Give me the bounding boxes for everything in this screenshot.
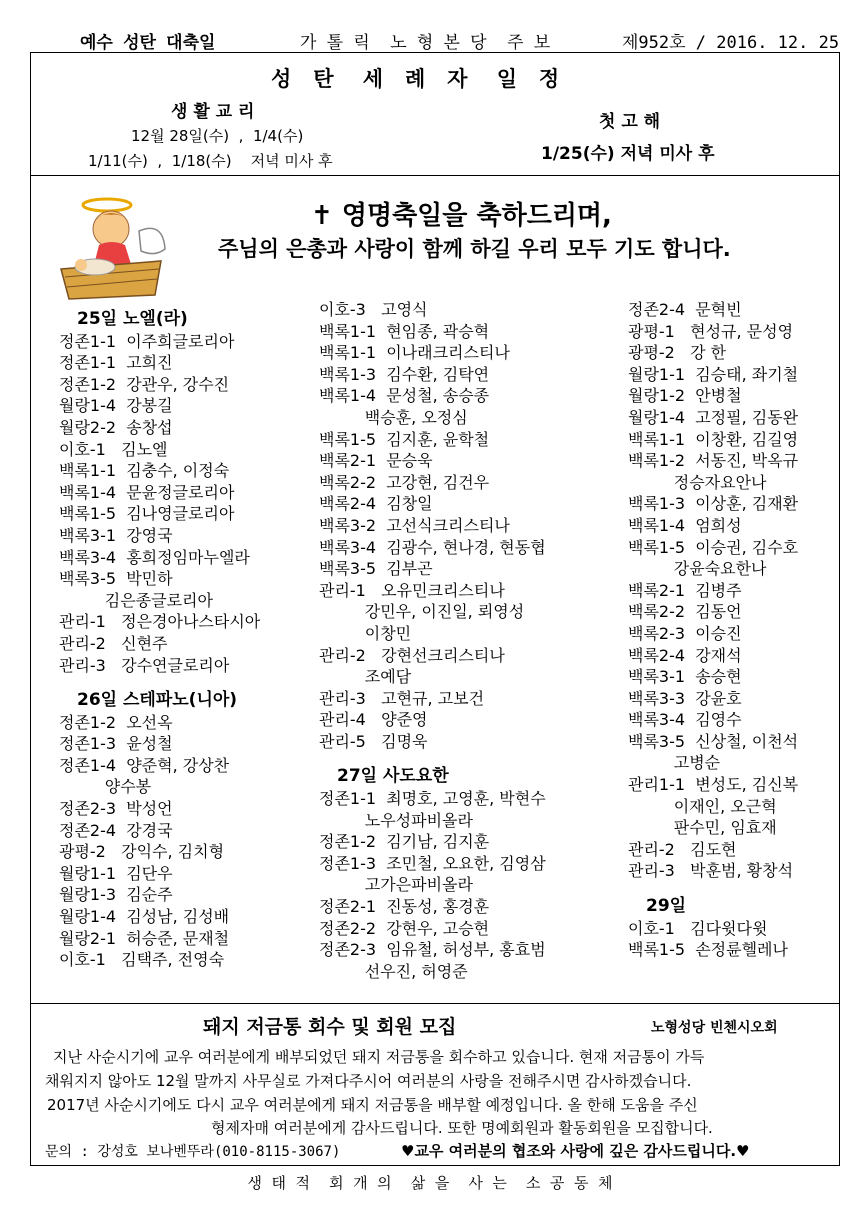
- nameday-entry: 백록3-5 박민하: [59, 569, 173, 589]
- feast-name: 예수 성탄 대축일: [80, 33, 216, 53]
- nameday-entry: 백록1-4 문성철, 송승종: [319, 386, 490, 406]
- nameday-entry: 월랑1-4 김성남, 김성배: [59, 907, 230, 927]
- nameday-entry: 이호-1 김다윗다윗: [628, 918, 768, 938]
- nameday-entry: 백록2-1 김병주: [628, 580, 742, 600]
- thanks-message: ♥교우 여러분의 협조와 사랑에 깊은 감사드립니다.♥: [401, 1142, 750, 1160]
- nameday-entry: 정존2-3 임유철, 허성부, 홍효범: [319, 940, 546, 960]
- nameday-entry: 백승훈, 오정심: [319, 407, 468, 427]
- nameday-entry: 관리-1 오유민크리스티나: [319, 580, 505, 600]
- notice-paragraph-2: 채워지지 않아도 12월 말까지 사무실로 가져다주시어 여러분의 사랑을 전해주시면 감사하겠습니다.: [45, 1072, 692, 1090]
- notice-paragraph-1: 지난 사순시기에 교우 여러분에게 배부되었던 돼지 저금통을 회수하고 있습니다. 현재 저금통이 가득: [53, 1048, 705, 1066]
- nameday-entry: 정존1-2 오선옥: [59, 712, 173, 732]
- nameday-entry: 백록2-2 김동언: [628, 602, 742, 622]
- nameday-entry: 고병순: [628, 753, 721, 773]
- nameday-entry: 백록3-1 송승현: [628, 667, 742, 687]
- nameday-entry: 백록3-4 김영수: [628, 710, 742, 730]
- nameday-entry: 백록1-5 이승권, 김수호: [628, 537, 799, 557]
- nameday-entry: 양수봉: [59, 777, 152, 797]
- nameday-entry: 관리-3 박훈범, 황창석: [628, 861, 794, 881]
- nameday-entry: 정존1-3 윤성철: [59, 734, 173, 754]
- nameday-entry: 백록3-3 강윤호: [628, 688, 742, 708]
- nameday-entry: 고가은파비올라: [319, 875, 473, 895]
- nameday-entry: 백록1-2 서동진, 박옥규: [628, 451, 799, 471]
- nameday-entry: 월랑1-4 고정필, 김동완: [628, 407, 799, 427]
- nameday-column-3: [628, 299, 838, 961]
- nameday-entry: 이호-1 김노엘: [59, 439, 168, 459]
- nameday-entry: 김은종글로리아: [59, 590, 213, 610]
- nameday-entry: 관리-2 김도현: [628, 839, 737, 859]
- feast-day-heading: 29일: [646, 896, 687, 917]
- nameday-entry: 백록2-2 고강현, 김건우: [319, 472, 490, 492]
- nameday-entry: 이호-3 고영식: [319, 300, 428, 319]
- nameday-entry: 정존2-4 강경국: [59, 820, 173, 840]
- nameday-entry: 강윤숙요한나: [628, 559, 767, 579]
- nameday-entry: 백록3-5 김부곤: [319, 559, 433, 579]
- nameday-entry: 백록3-4 홍희정임마누엘라: [59, 547, 250, 567]
- schedule-title: 성 탄 세 례 자 일 정: [271, 67, 560, 91]
- nameday-entry: 백록1-5 김나영글로리아: [59, 504, 235, 524]
- nameday-entry: 백록3-1 강영국: [59, 525, 173, 545]
- nameday-column-1: [59, 309, 309, 971]
- nameday-entry: 관리1-1 변성도, 김신복: [628, 775, 799, 795]
- notice-paragraph-3: 2017년 사순시기에도 다시 교우 여러분에게 돼지 저금통을 배부할 예정입니다. 올 한해 도움을 주신: [47, 1096, 698, 1114]
- bulletin-frame: [30, 52, 840, 1166]
- nameday-entry: 관리-2 신현주: [59, 633, 168, 653]
- nameday-entry: 광평-2 강익수, 김치형: [59, 842, 225, 862]
- notice-title: 돼지 저금통 회수 및 회원 모집: [203, 1016, 457, 1038]
- catechism-dates-2: 1/11(수) , 1/18(수) 저녁 미사 후: [88, 152, 333, 170]
- nameday-entry: 관리-3 강수연글로리아: [59, 655, 230, 675]
- feast-day-heading: 26일 스테파노(니아): [77, 690, 238, 711]
- nameday-entry: 정존1-2 김기남, 김지훈: [319, 832, 490, 852]
- nameday-entry: 노우성파비올라: [319, 810, 473, 830]
- catechism-dates-1: 12월 28일(수) , 1/4(수): [131, 127, 304, 145]
- bulletin-title: 가 톨 릭 노 형 본 당 주 보: [300, 33, 551, 53]
- nameday-entry: 관리-2 강현선크리스티나: [319, 645, 505, 665]
- nameday-entry: 판수민, 임효재: [628, 818, 777, 838]
- catechism-heading: 생 활 교 리: [171, 102, 255, 122]
- nameday-entry: 월랑1-3 김순주: [59, 885, 173, 905]
- nameday-entry: 정승자요안나: [628, 472, 767, 492]
- nameday-entry: 광평-2 강 한: [628, 343, 727, 363]
- nameday-entry: 강민우, 이진일, 뢰영성: [319, 602, 525, 622]
- notice-paragraph-4: 형제자매 여러분에게 감사드립니다. 또한 명예회원과 활동회원을 모집합니다.: [211, 1119, 713, 1137]
- section-gap: [319, 752, 619, 766]
- nameday-entry: 정존1-3 조민철, 오요한, 김영삼: [319, 853, 546, 873]
- nameday-entry: 백록1-3 이상훈, 김재환: [628, 494, 799, 514]
- nameday-entry: 월랑2-1 허승준, 문재철: [59, 928, 230, 948]
- nameday-entry: 정존1-1 고희진: [59, 353, 173, 373]
- nameday-entry: 월랑1-4 강봉길: [59, 396, 173, 416]
- nameday-entry: 정존1-1 최명호, 고영훈, 박현수: [319, 789, 546, 809]
- nameday-entry: 백록1-1 김충수, 이정숙: [59, 461, 230, 481]
- nameday-column-2: [319, 299, 619, 982]
- nameday-entry: 관리-4 양준영: [319, 710, 428, 730]
- baptism-schedule-box: [31, 53, 839, 176]
- nameday-entry: 백록1-4 문윤정글로리아: [59, 482, 235, 502]
- nameday-entry: 정존1-4 양준혁, 강상찬: [59, 755, 230, 775]
- nameday-entry: 이창민: [319, 623, 412, 643]
- nameday-entry: 백록1-4 엄희성: [628, 515, 742, 535]
- nameday-entry: 백록2-4 김창일: [319, 494, 433, 514]
- nameday-entry: 백록1-1 현임종, 곽승혁: [319, 321, 490, 341]
- nameday-entry: 정존2-1 진동성, 홍경훈: [319, 897, 490, 917]
- nameday-entry: 관리-1 정은경아나스타시아: [59, 612, 261, 632]
- nameday-entry: 조예담: [319, 667, 412, 687]
- nameday-entry: 정존1-1 이주희글로리아: [59, 331, 235, 351]
- nameday-entry: 백록1-5 손정륜헬레나: [628, 940, 788, 960]
- nameday-entry: 월랑2-2 송창섭: [59, 417, 173, 437]
- first-confession-date: 1/25(수) 저녁 미사 후: [541, 144, 715, 164]
- nameday-entry: 백록1-5 김지훈, 윤학철: [319, 429, 490, 449]
- section-gap: [59, 676, 309, 690]
- feast-day-heading: 27일 사도요한: [337, 766, 449, 787]
- parish-motto: 생 태 적 회 개 의 삶 을 사 는 소 공 동 체: [247, 1174, 613, 1192]
- nameday-entry: 백록1-1 이창환, 김길영: [628, 429, 799, 449]
- nameday-entry: 정존2-2 강현우, 고승현: [319, 918, 490, 938]
- nameday-entry: 이재인, 오근혁: [628, 796, 777, 816]
- nameday-entry: 월랑1-1 김승태, 좌기철: [628, 364, 799, 384]
- nameday-entry: 월랑1-2 안병철: [628, 386, 742, 406]
- notice-organization: 노형성당 빈첸시오회: [651, 1020, 778, 1036]
- nameday-entry: 관리-5 김명욱: [319, 731, 428, 751]
- nameday-entry: 월랑1-1 김단우: [59, 863, 173, 883]
- issue-number-date: 제952호 / 2016. 12. 25: [622, 33, 840, 53]
- contact-info: 문의 : 강성호 보나벤뚜라(010-8115-3067): [45, 1144, 341, 1160]
- piggy-bank-notice: [31, 1003, 839, 1166]
- feast-greeting-title: ✝ 영명축일을 축하드리며,: [311, 201, 612, 231]
- bulletin-header: [30, 24, 840, 53]
- section-gap: [628, 882, 838, 896]
- nameday-entry: 정존2-4 문혁빈: [628, 300, 742, 319]
- nameday-entry: 광평-1 현성규, 문성영: [628, 321, 794, 341]
- nameday-entry: 백록3-4 김광수, 현나경, 현동협: [319, 537, 546, 557]
- nameday-entry: 백록3-2 고선식크리스티나: [319, 515, 510, 535]
- nameday-entry: 백록2-4 강재석: [628, 645, 742, 665]
- nameday-entry: 이호-1 김택주, 전영숙: [59, 950, 225, 970]
- nameday-entry: 백록2-3 이승진: [628, 623, 742, 643]
- nameday-entry: 정존2-3 박성언: [59, 799, 173, 819]
- feast-greeting-message: 주님의 은총과 사랑이 함께 하길 우리 모두 기도 합니다.: [218, 237, 731, 261]
- nameday-entry: 정존1-2 강관우, 강수진: [59, 374, 230, 394]
- nameday-entry: 선우진, 허영준: [319, 961, 468, 981]
- nameday-entry: 백록2-1 문승욱: [319, 451, 433, 471]
- nameday-entry: 백록1-3 김수환, 김탁연: [319, 364, 490, 384]
- nameday-entry: 백록3-5 신상철, 이천석: [628, 731, 799, 751]
- nameday-entry: 관리-3 고현규, 고보건: [319, 688, 485, 708]
- angel-cradle-illustration: [51, 191, 171, 303]
- feast-day-heading: 25일 노엘(라): [77, 309, 188, 329]
- nameday-entry: 백록1-1 이나래크리스티나: [319, 343, 510, 363]
- first-confession-heading: 첫 고 해: [599, 112, 661, 132]
